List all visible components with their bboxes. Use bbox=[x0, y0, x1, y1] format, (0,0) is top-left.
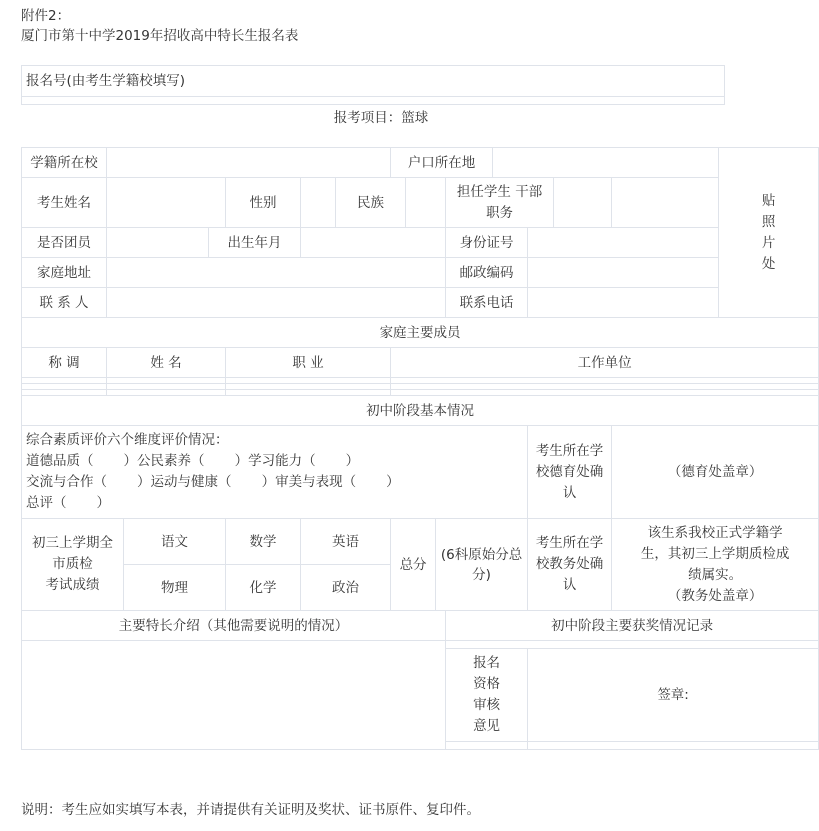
cadre-label bbox=[446, 178, 554, 228]
academic-confirm-line3: 认 bbox=[562, 577, 577, 593]
family-header-name: 姓 名 bbox=[107, 348, 226, 378]
id-field[interactable] bbox=[528, 228, 719, 258]
league-label: 是否团员 bbox=[22, 228, 107, 258]
total-label: 总分 bbox=[391, 519, 436, 611]
birth-label: 出生年月 bbox=[209, 228, 301, 258]
academic-confirm-line1: 考生所在学 bbox=[535, 535, 604, 551]
academic-statement-line2: 生，其初三上学期质检成 bbox=[640, 545, 790, 562]
league-field[interactable] bbox=[107, 228, 209, 258]
academic-confirm-label bbox=[528, 519, 612, 611]
academic-confirm-line2: 校教务处确 bbox=[535, 556, 604, 572]
exam-label-line2: 市质检 bbox=[52, 556, 93, 572]
academic-statement-line3: 绩属实。 bbox=[688, 566, 743, 583]
id-label: 身份证号 bbox=[446, 228, 528, 258]
evaluation-line-4: 总评（ ） bbox=[26, 495, 111, 511]
evaluation-line-3: 交流与合作（ ）运动与健康（ ）审美与表现（ ） bbox=[26, 474, 400, 490]
birth-field[interactable] bbox=[301, 228, 446, 258]
phone-label: 联系电话 bbox=[446, 288, 528, 318]
moral-seal[interactable]: （德育处盖章） bbox=[612, 426, 819, 519]
photo-label-3: 片 bbox=[761, 234, 776, 251]
evaluation-line-2: 道德品质（ ）公民素养（ ）学习能力（ ） bbox=[26, 453, 360, 469]
academic-statement-line4: （教务处盖章） bbox=[667, 587, 763, 604]
postcode-label: 邮政编码 bbox=[446, 258, 528, 288]
registration-number-field[interactable] bbox=[22, 97, 725, 105]
cadre-label-line2: 职务 bbox=[486, 204, 514, 221]
application-form-table bbox=[21, 147, 819, 750]
review-label-line4: 意见 bbox=[473, 718, 501, 734]
cadre-extra[interactable] bbox=[612, 178, 719, 228]
family-header-employer: 工作单位 bbox=[391, 348, 819, 378]
phone-field[interactable] bbox=[528, 288, 719, 318]
review-label-line2: 资格 bbox=[473, 676, 501, 692]
ethnicity-field[interactable] bbox=[406, 178, 446, 228]
evaluation-text[interactable] bbox=[22, 426, 528, 519]
cadre-label-line1: 担任学生 干部 bbox=[456, 183, 543, 200]
moral-confirm-line1: 考生所在学 bbox=[535, 442, 604, 459]
contact-field[interactable] bbox=[107, 288, 446, 318]
talent-intro-field[interactable] bbox=[22, 641, 446, 750]
review-label bbox=[446, 649, 528, 742]
signature-field[interactable]: 签章: bbox=[528, 649, 819, 742]
hukou-field[interactable] bbox=[493, 148, 719, 178]
exam-label-line1: 初三上学期全 bbox=[32, 535, 113, 551]
moral-confirm-line3: 认 bbox=[562, 484, 577, 501]
subject-physics: 物理 bbox=[124, 565, 226, 611]
subject-politics: 政治 bbox=[301, 565, 391, 611]
attachment-label: 附件2： bbox=[21, 8, 71, 24]
name-label: 考生姓名 bbox=[22, 178, 107, 228]
evaluation-line-1: 综合素质评价六个维度评价情况： bbox=[26, 432, 229, 448]
registration-number-label: 报名号(由考生学籍校填写) bbox=[22, 66, 725, 97]
photo-area[interactable] bbox=[719, 148, 819, 318]
form-title: 厦门市第十中学2019年招收高中特长生报名表 bbox=[21, 28, 299, 44]
photo-label-2: 照 bbox=[761, 213, 776, 230]
junior-section-title: 初中阶段基本情况 bbox=[22, 396, 819, 426]
project-label: 报考项目：篮球 bbox=[333, 110, 429, 126]
awards-label: 初中阶段主要获奖情况记录 bbox=[446, 611, 819, 641]
exam-label bbox=[22, 519, 124, 611]
talent-intro-label: 主要特长介绍（其他需要说明的情况） bbox=[22, 611, 446, 641]
awards-field[interactable] bbox=[446, 641, 819, 649]
school-field[interactable] bbox=[107, 148, 391, 178]
family-section-title: 家庭主要成员 bbox=[22, 318, 819, 348]
moral-confirm-label bbox=[528, 426, 612, 519]
gender-label: 性别 bbox=[226, 178, 301, 228]
review-label-line3: 审核 bbox=[473, 697, 501, 713]
signature-extra[interactable] bbox=[528, 742, 819, 750]
contact-label: 联 系 人 bbox=[22, 288, 107, 318]
academic-statement[interactable] bbox=[612, 519, 819, 611]
registration-table bbox=[21, 65, 725, 105]
cadre-field[interactable] bbox=[554, 178, 612, 228]
family-header-job: 职 业 bbox=[226, 348, 391, 378]
photo-label-4: 处 bbox=[761, 255, 776, 272]
total-note[interactable]: (6科原始分总分) bbox=[436, 519, 528, 611]
hukou-label: 户口所在地 bbox=[391, 148, 493, 178]
gender-field[interactable] bbox=[301, 178, 336, 228]
subject-english: 英语 bbox=[301, 519, 391, 565]
review-extra[interactable] bbox=[446, 742, 528, 750]
academic-statement-line1: 该生系我校正式学籍学 bbox=[647, 524, 783, 541]
address-label: 家庭地址 bbox=[22, 258, 107, 288]
photo-label-1: 贴 bbox=[761, 192, 776, 209]
name-field[interactable] bbox=[107, 178, 226, 228]
address-field[interactable] bbox=[107, 258, 446, 288]
ethnicity-label: 民族 bbox=[336, 178, 406, 228]
family-header-relation: 称 调 bbox=[22, 348, 107, 378]
subject-chemistry: 化学 bbox=[226, 565, 301, 611]
postcode-field[interactable] bbox=[528, 258, 719, 288]
subject-chinese: 语文 bbox=[124, 519, 226, 565]
note-text: 说明：考生应如实填写本表，并请提供有关证明及奖状、证书原件、复印件。 bbox=[21, 802, 480, 818]
exam-label-line3: 考试成绩 bbox=[45, 577, 100, 593]
moral-confirm-line2: 校德育处确 bbox=[535, 463, 604, 480]
review-label-line1: 报名 bbox=[473, 655, 501, 671]
subject-math: 数学 bbox=[226, 519, 301, 565]
school-label: 学籍所在校 bbox=[22, 148, 107, 178]
